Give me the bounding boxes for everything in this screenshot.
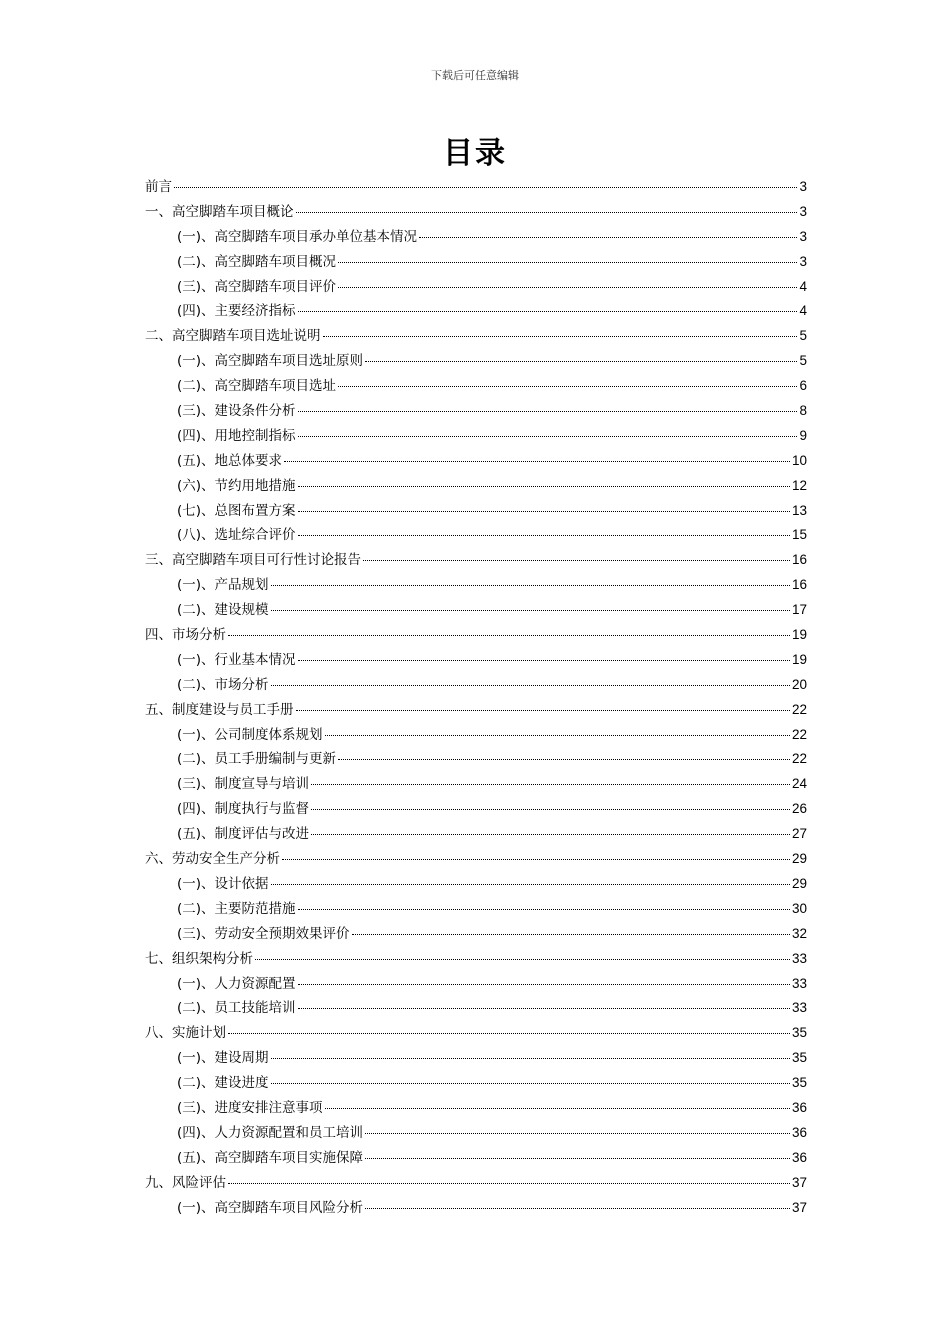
toc-entry[interactable] xyxy=(145,847,807,872)
toc-dot-leader xyxy=(298,511,790,512)
toc-entry[interactable] xyxy=(145,922,807,947)
toc-entry-page: 37 xyxy=(791,1199,807,1215)
toc-entry-page: 37 xyxy=(791,1174,807,1190)
toc-entry[interactable] xyxy=(145,349,807,374)
toc-entry-page: 32 xyxy=(791,925,807,941)
toc-entry-page: 29 xyxy=(791,851,807,867)
toc-entry[interactable] xyxy=(145,499,807,524)
toc-entry-label: (四)、人力资源配置和员工培训 xyxy=(177,1124,364,1141)
toc-entry-page: 22 xyxy=(791,726,807,742)
toc-entry[interactable] xyxy=(145,1171,807,1196)
toc-entry-page: 36 xyxy=(791,1099,807,1115)
toc-entry[interactable] xyxy=(145,897,807,922)
toc-entry-label: (二)、高空脚踏车项目概况 xyxy=(177,253,337,270)
toc-entry[interactable] xyxy=(145,947,807,972)
toc-entry[interactable] xyxy=(145,200,807,225)
toc-dot-leader xyxy=(338,262,797,263)
toc-entry-label: 二、高空脚踏车项目选址说明 xyxy=(145,328,321,345)
toc-entry-label: (五)、地总体要求 xyxy=(177,452,283,469)
toc-entry[interactable] xyxy=(145,1121,807,1146)
toc-entry-page: 22 xyxy=(791,701,807,717)
toc-entry[interactable] xyxy=(145,523,807,548)
toc-entry[interactable] xyxy=(145,822,807,847)
toc-dot-leader xyxy=(311,784,790,785)
toc-dot-leader xyxy=(323,336,798,337)
toc-entry[interactable] xyxy=(145,972,807,997)
toc-entry-page: 4 xyxy=(799,303,807,319)
toc-entry-page: 19 xyxy=(791,627,807,643)
toc-dot-leader xyxy=(298,909,790,910)
toc-entry-page: 3 xyxy=(799,228,807,244)
toc-entry-label: (四)、主要经济指标 xyxy=(177,303,296,320)
toc-entry[interactable] xyxy=(145,1046,807,1071)
toc-entry-page: 35 xyxy=(791,1075,807,1091)
table-of-contents xyxy=(145,175,807,1220)
toc-entry-label: (一)、高空脚踏车项目承办单位基本情况 xyxy=(177,228,418,245)
toc-entry-label: (二)、建设进度 xyxy=(177,1075,269,1092)
toc-dot-leader xyxy=(365,1158,790,1159)
toc-entry-label: (三)、制度宣导与培训 xyxy=(177,776,310,793)
toc-dot-leader xyxy=(298,660,790,661)
toc-dot-leader xyxy=(298,984,790,985)
toc-entry-page: 13 xyxy=(791,502,807,518)
toc-entry-page: 3 xyxy=(799,179,807,194)
toc-entry[interactable] xyxy=(145,1071,807,1096)
toc-dot-leader xyxy=(255,959,790,960)
toc-entry-label: (一)、设计依据 xyxy=(177,875,269,892)
toc-entry-page: 16 xyxy=(791,577,807,593)
toc-entry-page: 20 xyxy=(791,676,807,692)
toc-entry-page: 24 xyxy=(791,776,807,792)
toc-dot-leader xyxy=(338,386,797,387)
toc-dot-leader xyxy=(271,1058,790,1059)
toc-dot-leader xyxy=(298,311,798,312)
toc-entry-label: (一)、公司制度体系规划 xyxy=(177,726,323,743)
toc-entry-page: 35 xyxy=(791,1025,807,1041)
toc-entry-label: (一)、建设周期 xyxy=(177,1050,269,1067)
toc-entry-page: 27 xyxy=(791,826,807,842)
toc-entry-label: (一)、产品规划 xyxy=(177,577,269,594)
toc-dot-leader xyxy=(363,560,790,561)
toc-dot-leader xyxy=(282,859,790,860)
toc-entry-label: (二)、员工手册编制与更新 xyxy=(177,751,337,768)
toc-dot-leader xyxy=(365,1208,790,1209)
toc-entry-page: 29 xyxy=(791,875,807,891)
toc-dot-leader xyxy=(298,436,798,437)
toc-entry[interactable] xyxy=(145,747,807,772)
toc-entry[interactable] xyxy=(145,673,807,698)
toc-entry-label: (一)、高空脚踏车项目风险分析 xyxy=(177,1199,364,1216)
toc-entry-label: (三)、高空脚踏车项目评价 xyxy=(177,278,337,295)
toc-dot-leader xyxy=(271,610,790,611)
toc-entry[interactable] xyxy=(145,598,807,623)
toc-entry[interactable] xyxy=(145,797,807,822)
toc-dot-leader xyxy=(311,809,790,810)
toc-entry-label: 五、制度建设与员工手册 xyxy=(145,701,294,718)
toc-entry-page: 16 xyxy=(791,552,807,568)
toc-dot-leader xyxy=(365,361,797,362)
toc-dot-leader xyxy=(228,1033,790,1034)
toc-entry-label: 四、市场分析 xyxy=(145,627,226,644)
toc-entry-page: 8 xyxy=(799,403,807,419)
toc-entry-label: 七、组织架构分析 xyxy=(145,950,253,967)
toc-dot-leader xyxy=(271,884,790,885)
toc-entry-label: (五)、制度评估与改进 xyxy=(177,826,310,843)
toc-entry[interactable] xyxy=(145,723,807,748)
toc-entry-label: 前言 xyxy=(145,179,172,195)
toc-dot-leader xyxy=(296,212,798,213)
toc-dot-leader xyxy=(296,710,790,711)
toc-entry[interactable] xyxy=(145,324,807,349)
toc-dot-leader xyxy=(298,1008,790,1009)
toc-entry-label: (二)、员工技能培训 xyxy=(177,1000,296,1017)
toc-entry-label: (三)、劳动安全预期效果评价 xyxy=(177,925,350,942)
toc-entry[interactable] xyxy=(145,399,807,424)
toc-entry[interactable] xyxy=(145,474,807,499)
toc-entry[interactable] xyxy=(145,996,807,1021)
toc-entry[interactable] xyxy=(145,1146,807,1171)
toc-entry[interactable] xyxy=(145,1196,807,1221)
toc-dot-leader xyxy=(338,759,790,760)
toc-entry-page: 36 xyxy=(791,1149,807,1165)
toc-entry[interactable] xyxy=(145,175,807,200)
toc-dot-leader xyxy=(298,486,790,487)
toc-entry-page: 17 xyxy=(791,602,807,618)
toc-entry-page: 33 xyxy=(791,950,807,966)
toc-entry-page: 5 xyxy=(799,353,807,369)
toc-entry-page: 15 xyxy=(791,527,807,543)
toc-entry[interactable] xyxy=(145,772,807,797)
toc-entry[interactable] xyxy=(145,275,807,300)
toc-entry-page: 22 xyxy=(791,751,807,767)
toc-entry-page: 4 xyxy=(799,278,807,294)
toc-entry[interactable] xyxy=(145,548,807,573)
toc-dot-leader xyxy=(352,934,790,935)
toc-entry[interactable] xyxy=(145,1096,807,1121)
toc-entry-page: 35 xyxy=(791,1050,807,1066)
toc-dot-leader xyxy=(325,735,790,736)
toc-dot-leader xyxy=(284,461,790,462)
toc-entry-label: (二)、市场分析 xyxy=(177,676,269,693)
toc-entry-page: 6 xyxy=(799,378,807,394)
toc-entry[interactable] xyxy=(145,623,807,648)
toc-entry-page: 19 xyxy=(791,651,807,667)
toc-entry-page: 33 xyxy=(791,1000,807,1016)
toc-entry-label: (二)、主要防范措施 xyxy=(177,900,296,917)
toc-dot-leader xyxy=(174,187,797,188)
toc-entry-label: 一、高空脚踏车项目概论 xyxy=(145,203,294,220)
toc-entry-label: (七)、总图布置方案 xyxy=(177,502,296,519)
toc-entry-page: 3 xyxy=(799,203,807,219)
toc-entry-label: (二)、建设规模 xyxy=(177,602,269,619)
toc-dot-leader xyxy=(365,1133,790,1134)
page-header: 下载后可任意编辑 xyxy=(431,69,519,82)
toc-entry[interactable] xyxy=(145,374,807,399)
toc-entry-label: (二)、高空脚踏车项目选址 xyxy=(177,378,337,395)
toc-entry-page: 30 xyxy=(791,900,807,916)
toc-dot-leader xyxy=(419,237,797,238)
toc-entry-page: 9 xyxy=(799,427,807,443)
toc-dot-leader xyxy=(311,834,790,835)
toc-entry[interactable] xyxy=(145,424,807,449)
toc-entry[interactable] xyxy=(145,698,807,723)
toc-entry-label: 八、实施计划 xyxy=(145,1025,226,1042)
page-title: 目录 xyxy=(443,136,507,171)
toc-dot-leader xyxy=(298,535,790,536)
toc-entry[interactable] xyxy=(145,299,807,324)
toc-entry-label: 三、高空脚踏车项目可行性讨论报告 xyxy=(145,552,361,569)
toc-entry-label: (四)、用地控制指标 xyxy=(177,427,296,444)
toc-entry-label: (五)、高空脚踏车项目实施保障 xyxy=(177,1149,364,1166)
toc-dot-leader xyxy=(338,287,797,288)
toc-entry-label: (六)、节约用地措施 xyxy=(177,477,296,494)
toc-dot-leader xyxy=(325,1108,790,1109)
toc-dot-leader xyxy=(271,1083,790,1084)
toc-entry-page: 12 xyxy=(791,477,807,493)
toc-entry[interactable] xyxy=(145,449,807,474)
toc-entry-page: 5 xyxy=(799,328,807,344)
toc-entry-label: 六、劳动安全生产分析 xyxy=(145,851,280,868)
toc-entry[interactable] xyxy=(145,225,807,250)
toc-entry-page: 36 xyxy=(791,1124,807,1140)
toc-entry-label: (一)、高空脚踏车项目选址原则 xyxy=(177,353,364,370)
toc-entry[interactable] xyxy=(145,872,807,897)
toc-entry[interactable] xyxy=(145,250,807,275)
toc-entry-label: (八)、选址综合评价 xyxy=(177,527,296,544)
toc-entry-label: (一)、行业基本情况 xyxy=(177,651,296,668)
toc-entry-page: 26 xyxy=(791,801,807,817)
toc-entry-label: (三)、进度安排注意事项 xyxy=(177,1099,323,1116)
toc-dot-leader xyxy=(298,411,798,412)
toc-entry-label: (三)、建设条件分析 xyxy=(177,403,296,420)
toc-dot-leader xyxy=(271,585,790,586)
toc-dot-leader xyxy=(271,685,790,686)
toc-entry-label: (四)、制度执行与监督 xyxy=(177,801,310,818)
toc-entry-label: 九、风险评估 xyxy=(145,1174,226,1191)
toc-entry[interactable] xyxy=(145,1021,807,1046)
toc-entry-page: 33 xyxy=(791,975,807,991)
toc-entry-label: (一)、人力资源配置 xyxy=(177,975,296,992)
toc-entry[interactable] xyxy=(145,648,807,673)
toc-entry-page: 10 xyxy=(791,452,807,468)
toc-entry[interactable] xyxy=(145,573,807,598)
toc-entry-page: 3 xyxy=(799,253,807,269)
toc-dot-leader xyxy=(228,635,790,636)
toc-dot-leader xyxy=(228,1183,790,1184)
